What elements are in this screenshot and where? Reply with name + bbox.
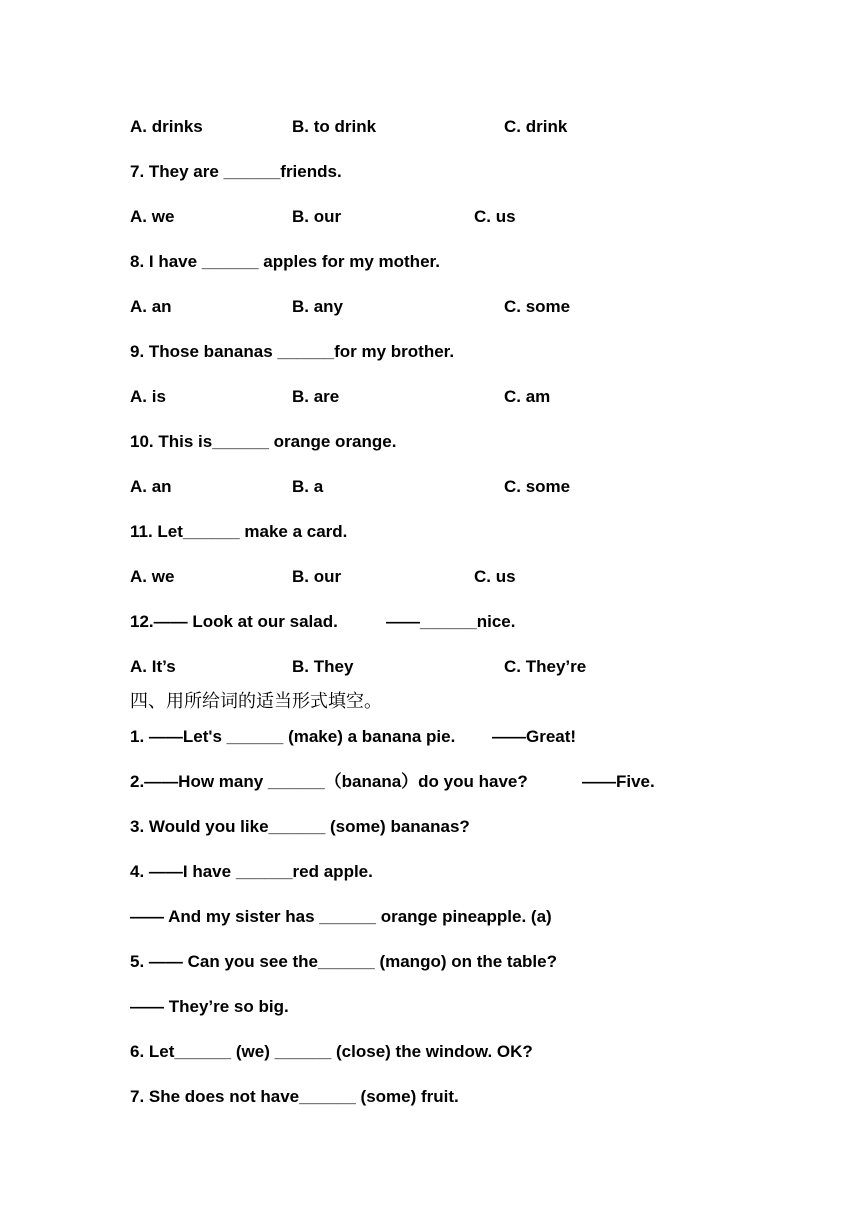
- option-a: A. is: [130, 387, 166, 406]
- option-b: B. any: [292, 297, 344, 316]
- option-b: B. our: [292, 207, 342, 226]
- option-c: C. am: [504, 387, 551, 406]
- fill-item-5: 5. —— Can you see the______ (mango) on the table?: [130, 952, 557, 971]
- fill-item-4: 4. ——I have ______red apple.: [130, 862, 373, 881]
- fill-item-7: 7. She does not have______ (some) fruit.: [130, 1087, 459, 1106]
- fill-item-5-continued: —— They’re so big.: [130, 997, 289, 1016]
- section-4-heading: 四、用所给词的适当形式填空。: [130, 691, 382, 712]
- fill-item-3: 3. Would you like______ (some) bananas?: [130, 817, 470, 836]
- option-b: B. to drink: [292, 117, 377, 136]
- option-a: A. drinks: [130, 117, 203, 136]
- option-b: B. They: [292, 657, 354, 676]
- option-b: B. a: [292, 477, 324, 496]
- option-c: C. some: [504, 297, 571, 316]
- fill-item-2-reply: ——Five.: [582, 772, 655, 791]
- fill-item-6: 6. Let______ (we) ______ (close) the window. OK?: [130, 1042, 533, 1061]
- option-b: B. our: [292, 567, 342, 586]
- question-11: 11. Let______ make a card.: [130, 522, 348, 541]
- option-c: C. They’re: [504, 657, 587, 676]
- question-9: 9. Those bananas ______for my brother.: [130, 342, 455, 361]
- question-8: 8. I have ______ apples for my mother.: [130, 252, 440, 271]
- option-a: A. an: [130, 477, 172, 496]
- option-c: C. us: [474, 567, 516, 586]
- option-a: A. It’s: [130, 657, 176, 676]
- fill-item-2-prompt: 2.——How many ______（banana）do you have?: [130, 772, 528, 791]
- question-12-prompt: 12.—— Look at our salad.: [130, 612, 338, 631]
- option-a: A. we: [130, 207, 175, 226]
- fill-item-1-prompt: 1. ——Let's ______ (make) a banana pie.: [130, 727, 456, 746]
- option-a: A. an: [130, 297, 172, 316]
- question-10: 10. This is______ orange orange.: [130, 432, 397, 451]
- option-a: A. we: [130, 567, 175, 586]
- question-7: 7. They are ______friends.: [130, 162, 342, 181]
- question-12-reply: ——______nice.: [386, 612, 516, 631]
- option-c: C. some: [504, 477, 571, 496]
- option-b: B. are: [292, 387, 340, 406]
- fill-item-1-reply: ——Great!: [492, 727, 577, 746]
- option-c: C. us: [474, 207, 516, 226]
- option-c: C. drink: [504, 117, 568, 136]
- fill-item-4-continued: —— And my sister has ______ orange pineapple. (a): [130, 907, 552, 926]
